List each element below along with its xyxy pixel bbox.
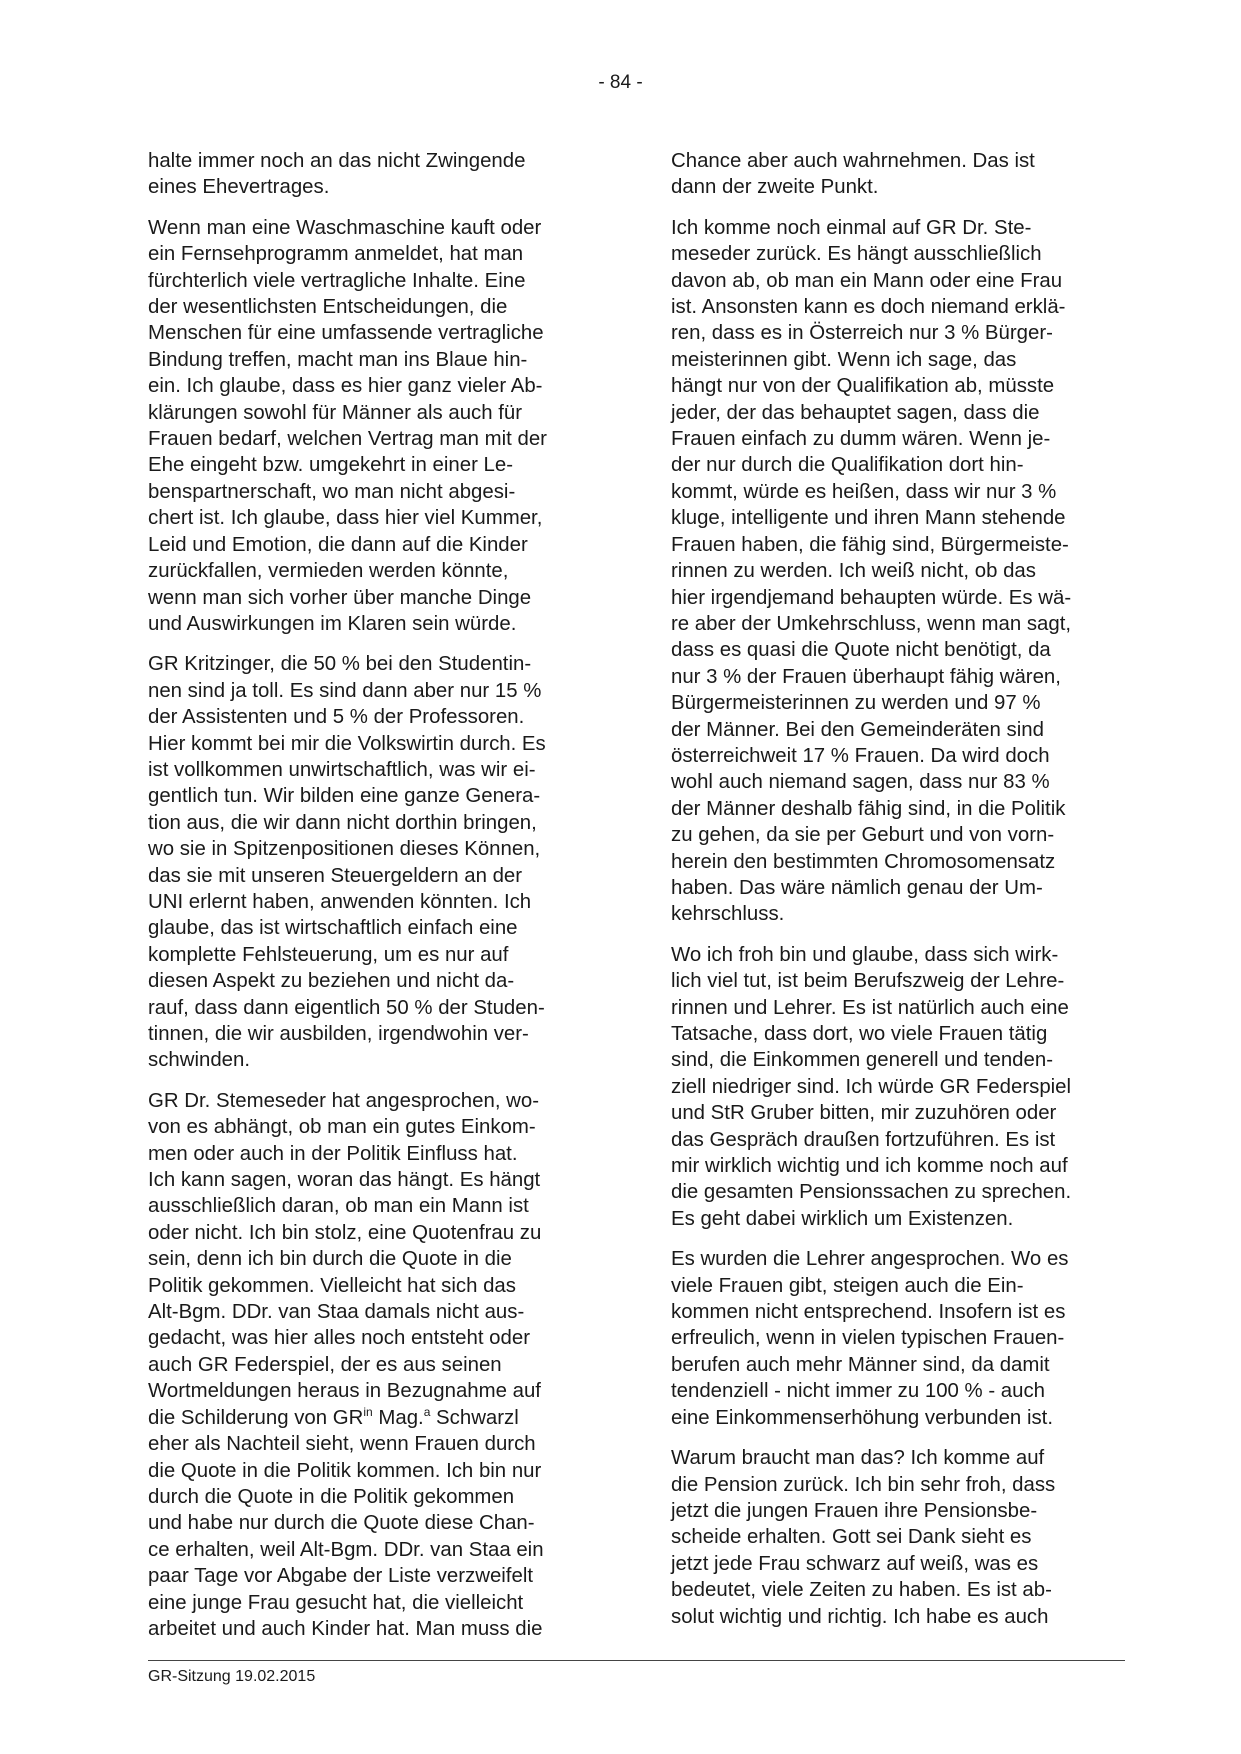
paragraph: Warum braucht man das? Ich komme auf die Pension zurück. Ich bin sehr froh, dass jetzt die jungen Frauen ihre Pensionsbe- scheide erhalten. Gott sei Dank sieht es jetzt jede Frau schwarz auf weiß, was es bedeutet, viele Zeiten zu haben. Es ist ab- solut wichtig und richtig. Ich habe es auch [671, 1447, 1056, 1628]
paragraph: Wenn man eine Waschmaschine kauft oder ein Fernsehprogramm anmeldet, hat man fürchterlich viele vertragliche Inhalte. Eine der wesentlichsten Entscheidungen, die Menschen für eine umfassende vertragliche Bindung treffen, macht man ins Blaue hin- ein. Ich glaube, dass es hier ganz vieler Ab- klärungen sowohl für Männer als auch für Frauen bedarf, welchen Vertrag man mit der Ehe eingeht bzw. umgekehrt in einer Le- benspartnerschaft, wo man nicht abgesi- chert ist. Ich glaube, dass hier viel Kummer, Leid und Emotion, die dann auf die Kinder zurückfallen, vermieden werden könnte, wenn man sich vorher über manche Dinge und Auswirkungen im Klaren sein würde. [148, 216, 547, 635]
left-column [148, 148, 608, 1656]
footer-session-label: GR-Sitzung 19.02.2015 [148, 1668, 316, 1685]
paragraph-text: Mag. [372, 1406, 424, 1429]
paragraph-text: Schwarzl eher als Nachteil sieht, wenn Frauen durch die Quote in die Politik kommen. Ich bin nur durch die Quote in die Politik gekommen und habe nur durch die Quote diese Chan- ce erhalten, weil Alt-Bgm. DDr. van Staa ein paar Tage vor Abgabe der Liste verzweifelt eine junge Frau gesucht hat, die vielleicht arbeitet und auch Kinder hat. Man muss die [148, 1406, 544, 1640]
right-column [671, 148, 1131, 1644]
superscript: in [363, 1404, 373, 1419]
paragraph: GR Kritzinger, die 50 % bei den Studentin- nen sind ja toll. Es sind dann aber nur 15 % der Assistenten und 5 % der Professoren. Hier kommt bei mir die Volkswirtin durch. Es ist vollkommen unwirtschaftlich, was wir ei- gentlich tun. Wir bilden eine ganze Genera- tion aus, die wir dann nicht dorthin bringen, wo sie in Spitzenpositionen dieses Können, das sie mit unseren Steuergeldern an der UNI erlernt haben, anwenden könnten. Ich glaube, das ist wirtschaftlich einfach eine komplette Fehlsteuerung, um es nur auf diesen Aspekt zu beziehen und nicht da- rauf, dass dann eigentlich 50 % der Studen- tinnen, die wir ausbilden, irgendwohin ver- schwinden. [148, 653, 546, 1072]
paragraph: Es wurden die Lehrer angesprochen. Wo es viele Frauen gibt, steigen auch die Ein- kommen nicht entsprechend. Insofern ist es erfreulich, wenn in vielen typischen Frauen- berufen auch mehr Männer sind, da damit tendenziell - nicht immer zu 100 % - auch eine Einkommenserhöhung verbunden ist. [671, 1248, 1069, 1429]
superscript: a [423, 1404, 431, 1419]
paragraph: halte immer noch an das nicht Zwingende eines Ehevertrages. [148, 150, 526, 199]
paragraph-text: GR Dr. Stemeseder hat angesprochen, wo- von es abhängt, ob man ein gutes Einkom- men oder auch in der Politik Einfluss hat. Ich kann sagen, woran das hängt. Es hängt ausschließlich daran, ob man ein Mann ist oder nicht. Ich bin stolz, eine Quotenfrau zu sein, denn ich bin durch die Quote in die Politik gekommen. Vielleicht hat sich das Alt-Bgm. DDr. van Staa damals nicht aus- gedacht, was hier alles noch entsteht oder auch GR Federspiel, der es aus seinen Wortmeldungen heraus in Bezugnahme auf die Schilderung von GR [148, 1089, 542, 1429]
page-number: - 84 - [598, 72, 643, 93]
paragraph: Wo ich froh bin und glaube, dass sich wirk- lich viel tut, ist beim Berufszweig der Lehre- rinnen und Lehrer. Es ist natürlich auch eine Tatsache, dass dort, wo viele Frauen tätig sind, die Einkommen generell und tenden- ziell niedriger sind. Ich würde GR Federspiel und StR Gruber bitten, mir zuzuhören oder das Gespräch draußen fortzuführen. Es ist mir wirklich wichtig und ich komme noch auf die gesamten Pensionssachen zu sprechen. Es geht dabei wirklich um Existenzen. [671, 943, 1072, 1230]
paragraph: Chance aber auch wahrnehmen. Das ist dann der zweite Punkt. [671, 150, 1035, 199]
paragraph-quota [148, 1088, 608, 1643]
footer-divider [148, 1660, 1125, 1661]
paragraph: Ich komme noch einmal auf GR Dr. Ste- meseder zurück. Es hängt ausschließlich davon ab, ob man ein Mann oder eine Frau ist. Ansonsten kann es doch niemand erklä- ren, dass es in Österreich nur 3 % Bürger- meisterinnen gibt. Wenn ich sage, das hängt nur von der Qualifikation ab, müsste jeder, der das behauptet sagen, dass die Frauen einfach zu dumm wären. Wenn je- der nur durch die Qualifikation dort hin- kommt, würde es heißen, dass wir nur 3 % kluge, intelligente und ihren Mann stehende Frauen haben, die fähig sind, Bürgermeiste- rinnen zu werden. Ich weiß nicht, ob das hier irgendjemand behaupten würde. Es wä- re aber der Umkehrschluss, wenn man sagt, dass es quasi die Quote nicht benötigt, da nur 3 % der Frauen überhaupt fähig wären, Bürgermeisterinnen zu werden und 97 % der Männer. Bei den Gemeinderäten sind österreichweit 17 % Frauen. Da wird doch wohl auch niemand sagen, dass nur 83 % der Männer deshalb fähig sind, in die Politik zu gehen, da sie per Geburt und von vorn- herein den bestimmten Chromosomensatz haben. Das wäre nämlich genau der Um- kehrschluss. [671, 216, 1072, 926]
